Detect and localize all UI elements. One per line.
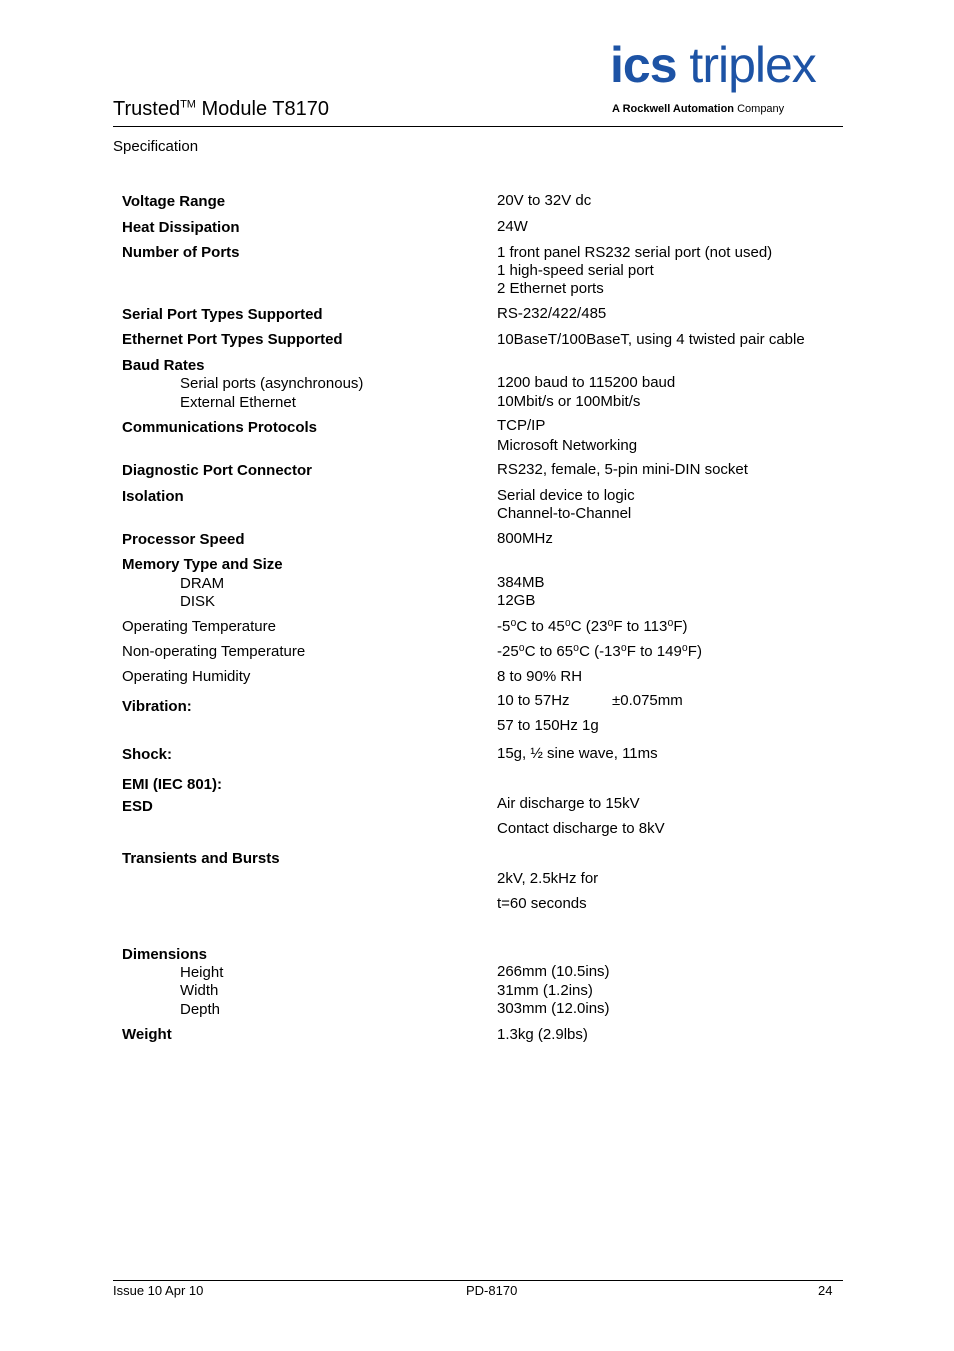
comm-protocols-value-2: Microsoft Networking bbox=[497, 437, 638, 454]
footer-rule bbox=[113, 1280, 843, 1281]
dimensions-sub-width: Width bbox=[180, 982, 219, 999]
ethernet-port-types-value: 10BaseT/100BaseT, using 4 twisted pair cable bbox=[497, 331, 805, 348]
transients-value-2: t=60 seconds bbox=[497, 895, 587, 912]
logo-ics: ics bbox=[610, 37, 677, 93]
baud-rates-sub-serial: Serial ports (asynchronous) bbox=[180, 375, 364, 392]
serial-port-types-label: Serial Port Types Supported bbox=[122, 306, 323, 323]
nonop-temp-label: Non-operating Temperature bbox=[122, 643, 306, 660]
dimensions-label: Dimensions bbox=[122, 946, 208, 963]
shock-value: 15g, ½ sine wave, 11ms bbox=[497, 745, 658, 762]
memory-value-dram: 384MB bbox=[497, 574, 545, 591]
ports-value-2: 1 high-speed serial port bbox=[497, 262, 654, 279]
baud-rates-label: Baud Rates bbox=[122, 357, 205, 374]
nonop-temp-value: -25⁰C to 65⁰C (-13⁰F to 149⁰F) bbox=[497, 643, 702, 660]
vibration-label: Vibration: bbox=[122, 698, 192, 715]
vibration-freq-1: 10 to 57Hz bbox=[497, 692, 570, 709]
weight-value: 1.3kg (2.9lbs) bbox=[497, 1026, 588, 1043]
op-humidity-label: Operating Humidity bbox=[122, 668, 251, 685]
dimensions-sub-height: Height bbox=[180, 964, 224, 981]
logo-tagline bbox=[612, 103, 784, 115]
comm-protocols-label: Communications Protocols bbox=[122, 419, 318, 436]
op-temp-value: -5⁰C to 45⁰C (23⁰F to 113⁰F) bbox=[497, 618, 688, 635]
dimensions-value-depth: 303mm (12.0ins) bbox=[497, 1000, 610, 1017]
voltage-range-value: 20V to 32V dc bbox=[497, 192, 592, 209]
voltage-range-label: Voltage Range bbox=[122, 193, 226, 210]
heat-dissipation-label: Heat Dissipation bbox=[122, 219, 240, 236]
logo-triplex: triplex bbox=[689, 37, 816, 93]
diag-port-value: RS232, female, 5-pin mini-DIN socket bbox=[497, 461, 748, 478]
ports-value-1: 1 front panel RS232 serial port (not used) bbox=[497, 244, 773, 261]
isolation-label: Isolation bbox=[122, 488, 184, 505]
processor-speed-label: Processor Speed bbox=[122, 531, 245, 548]
shock-label: Shock: bbox=[122, 746, 173, 763]
ics-triplex-logo bbox=[610, 36, 816, 94]
vibration-amp-1: ±0.075mm bbox=[612, 692, 683, 709]
number-of-ports-label: Number of Ports bbox=[122, 244, 240, 261]
header-rule bbox=[113, 126, 843, 127]
esd-value-1: Air discharge to 15kV bbox=[497, 795, 640, 812]
footer-doc-number: PD-8170 bbox=[466, 1283, 518, 1298]
esd-label: ESD bbox=[122, 798, 153, 815]
section-subtitle: Specification bbox=[113, 138, 199, 155]
memory-value-disk: 12GB bbox=[497, 592, 536, 609]
transients-label: Transients and Bursts bbox=[122, 850, 280, 867]
isolation-value-1: Serial device to logic bbox=[497, 487, 635, 504]
footer-issue: Issue 10 Apr 10 bbox=[113, 1283, 204, 1298]
title-text: Trusted bbox=[113, 98, 181, 120]
trademark-sup: TM bbox=[180, 98, 196, 111]
esd-value-2: Contact discharge to 8kV bbox=[497, 820, 665, 837]
vibration-value-2: 57 to 150Hz 1g bbox=[497, 717, 599, 734]
comm-protocols-value-1: TCP/IP bbox=[497, 417, 546, 434]
baud-rates-value-serial: 1200 baud to 115200 baud bbox=[497, 374, 676, 391]
serial-port-types-value: RS-232/422/485 bbox=[497, 305, 607, 322]
logo-company-text: Company bbox=[737, 103, 785, 115]
ethernet-port-types-label: Ethernet Port Types Supported bbox=[122, 331, 343, 348]
page-title bbox=[113, 98, 329, 121]
baud-rates-sub-ethernet: External Ethernet bbox=[180, 394, 296, 411]
baud-rates-value-ethernet: 10Mbit/s or 100Mbit/s bbox=[497, 393, 641, 410]
op-temp-label: Operating Temperature bbox=[122, 618, 276, 635]
processor-speed-value: 800MHz bbox=[497, 530, 553, 547]
memory-sub-dram: DRAM bbox=[180, 575, 225, 592]
title-module: Module T8170 bbox=[195, 98, 330, 120]
memory-label: Memory Type and Size bbox=[122, 556, 283, 573]
memory-sub-disk: DISK bbox=[180, 593, 216, 610]
diag-port-label: Diagnostic Port Connector bbox=[122, 462, 313, 479]
dimensions-value-width: 31mm (1.2ins) bbox=[497, 982, 593, 999]
heat-dissipation-value: 24W bbox=[497, 218, 528, 235]
dimensions-sub-depth: Depth bbox=[180, 1001, 221, 1018]
transients-value-1: 2kV, 2.5kHz for bbox=[497, 870, 599, 887]
logo-tagline-text: A Rockwell Automation bbox=[612, 103, 735, 115]
isolation-value-2: Channel-to-Channel bbox=[497, 505, 632, 522]
footer-page-number: 24 bbox=[818, 1283, 833, 1298]
ports-value-3: 2 Ethernet ports bbox=[497, 280, 604, 297]
emi-label: EMI (IEC 801): bbox=[122, 776, 223, 793]
dimensions-value-height: 266mm (10.5ins) bbox=[497, 963, 610, 980]
op-humidity-value: 8 to 90% RH bbox=[497, 668, 583, 685]
weight-label: Weight bbox=[122, 1026, 172, 1043]
